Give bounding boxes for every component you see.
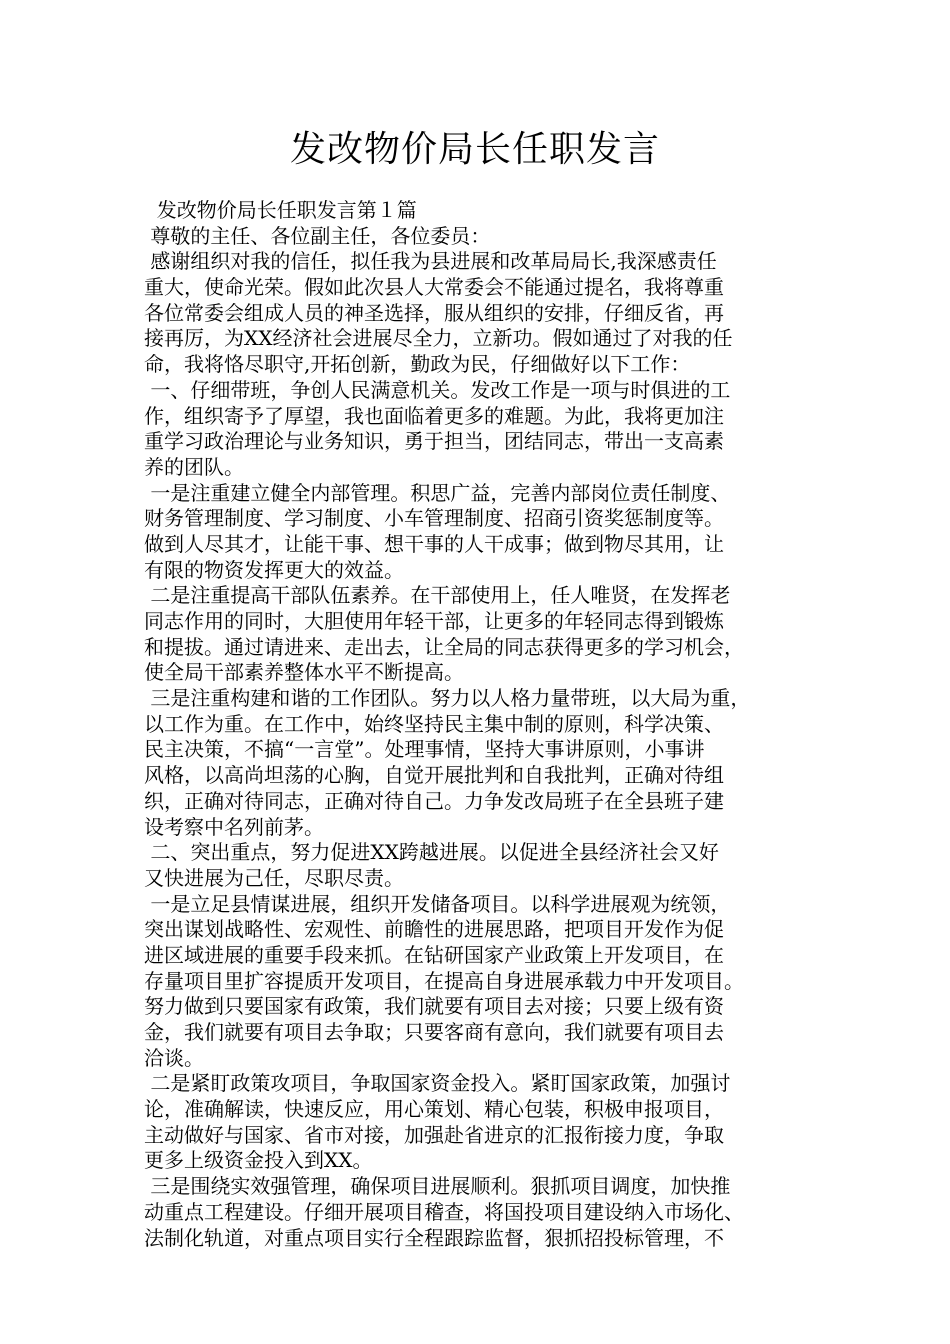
text-line: 感谢组织对我的信任，拟任我为县进展和改革局局长,我深感责任 [144,249,717,274]
text-line: 二、突出重点，努力促进XX跨越进展。以促进全县经济社会又好 [144,840,719,865]
text-line: 各位常委会组成人员的神圣选择，服从组织的安排，仔细反省，再 [144,300,724,325]
text-line: 同志作用的同时，大胆使用年轻干部，让更多的年轻同志得到锻炼 [144,609,724,633]
text-line: 洽谈。 [144,1045,204,1070]
document-body [144,198,828,1251]
text-line: 和提拔。通过请进来、走出去，让全局的同志获得更多的学习机会， [144,634,744,659]
text-line: 以工作为重。在工作中，始终坚持民主集中制的原则，科学决策、 [144,711,724,736]
text-line: 使全局干部素养整体水平不断提高。 [144,660,464,685]
text-line: 金，我们就要有项目去争取；只要客商有意向，我们就要有项目去 [144,1020,724,1044]
text-line: 设考察中名列前茅。 [144,814,324,839]
text-line: 织，正确对待同志，正确对待自己。力争发改局班子在全县班子建 [144,788,724,813]
text-line: 三是注重构建和谐的工作团队。努力以人格力量带班，以大局为重， [144,686,751,711]
text-line: 一是注重建立健全内部管理。积思广益，完善内部岗位责任制度、 [144,480,731,505]
text-line: 更多上级资金投入到XX。 [144,1148,373,1173]
document-title: 发改物价局长任职发言 [289,129,660,170]
text-line: 三是围绕实效强管理，确保项目进展顺利。狠抓项目调度，加快推 [144,1174,731,1199]
text-line: 动重点工程建设。仔细开展项目稽查，将国投项目建设纳入市场化、 [144,1199,744,1224]
text-line: 重学习政治理论与业务知识，勇于担当，团结同志，带出一支高素 [144,429,724,454]
text-line: 重大，使命光荣。假如此次县人大常委会不能通过提名，我将尊重 [144,275,724,300]
text-line: 存量项目里扩容提质开发项目，在提高自身进展承载力中开发项目。 [144,968,744,993]
text-line: 进区域进展的重要手段来抓。在钻研国家产业政策上开发项目，在 [144,942,724,967]
text-line: 突出谋划战略性、宏观性、前瞻性的进展思路，把项目开发作为促 [144,917,724,942]
text-line: 尊敬的主任、各位副主任，各位委员： [144,223,491,248]
text-line: 有限的物资发挥更大的效益。 [144,557,404,582]
text-line: 财务管理制度、学习制度、小车管理制度、招商引资奖惩制度等。 [144,506,724,531]
text-line: 发改物价局长任职发言第１篇 [144,198,417,222]
text-line: 二是紧盯政策攻项目，争取国家资金投入。紧盯国家政策，加强讨 [144,1071,731,1096]
text-line: 法制化轨道，对重点项目实行全程跟踪监督，狠抓招投标管理，不 [144,1225,724,1250]
text-line: 民主决策，不搞“一言堂”。处理事情，坚持大事讲原则，小事讲 [144,737,705,762]
text-line: 养的团队。 [144,454,244,479]
text-line: 风格，以高尚坦荡的心胸，自觉开展批判和自我批判，正确对待组 [144,763,724,788]
text-line: 一是立足县情谋进展，组织开发储备项目。以科学进展观为统领， [144,891,731,916]
text-line: 主动做好与国家、省市对接，加强赴省进京的汇报衔接力度，争取 [144,1122,724,1147]
text-line: 命，我将恪尽职守,开拓创新，勤政为民，仔细做好以下工作： [144,352,691,377]
text-line: 作，组织寄予了厚望，我也面临着更多的难题。为此，我将更加注 [144,403,724,428]
text-line: 接再厉，为XX经济社会进展尽全力，立新功。假如通过了对我的任 [144,326,733,351]
text-line: 一、仔细带班，争创人民满意机关。发改工作是一项与时俱进的工 [144,377,731,402]
text-line: 努力做到只要国家有政策，我们就要有项目去对接；只要上级有资 [144,994,724,1019]
text-line: 二是注重提高干部队伍素养。在干部使用上，任人唯贤，在发挥老 [144,583,731,608]
text-line: 论，准确解读，快速反应，用心策划、精心包装，积极申报项目， [144,1097,724,1122]
text-line: 又快进展为己任，尽职尽责。 [144,865,404,890]
text-line: 做到人尽其才，让能干事、想干事的人干成事；做到物尽其用，让 [144,531,724,556]
